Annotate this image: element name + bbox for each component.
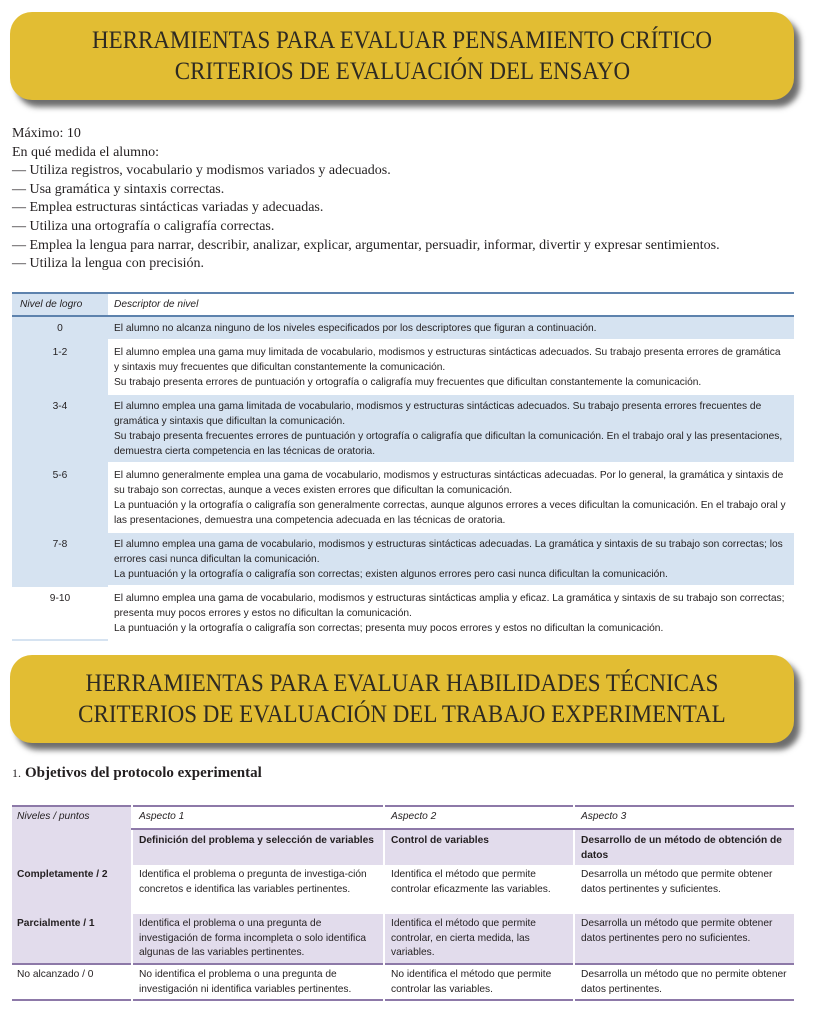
aspect-name-1: Definición del problema y selección de variables <box>132 829 384 865</box>
table-header-row <box>12 293 794 316</box>
header-levels-points: Niveles / puntos <box>12 806 132 829</box>
aspect-name-3: Desarrollo de un método de obtención de datos <box>574 829 794 865</box>
descriptor-line: La puntuación y la ortografía o caligrafía son correctas; presenta muy pocos errores y estos no dificultan la comunicación. <box>114 623 664 634</box>
header-aspect-3: Aspecto 3 <box>574 806 794 829</box>
descriptor-cell <box>108 532 794 586</box>
table-row <box>12 394 794 463</box>
max-score: Máximo: 10 <box>12 126 81 141</box>
essay-criteria-intro <box>12 125 720 274</box>
section-number: 1. <box>12 766 21 780</box>
table-row <box>12 964 794 1000</box>
criteria-item: — Usa gramática y sintaxis correctas. <box>12 181 225 197</box>
table-row <box>12 463 794 532</box>
aspect-header-row <box>12 806 794 829</box>
table-row <box>12 865 794 914</box>
section-heading <box>12 765 262 782</box>
section-banner-critical-thinking <box>10 12 794 100</box>
level-cell: 3-4 <box>12 394 108 463</box>
banner-subtitle: CRITERIOS DE EVALUACIÓN DEL ENSAYO <box>174 58 630 85</box>
banner-subtitle: CRITERIOS DE EVALUACIÓN DEL TRABAJO EXPERIMENTAL <box>78 701 726 728</box>
descriptor-cell <box>108 394 794 463</box>
header-level: Nivel de logro <box>12 293 108 316</box>
descriptor-cell <box>108 586 794 640</box>
criteria-item: — Utiliza la lengua con precisión. <box>12 256 205 272</box>
header-descriptor: Descriptor de nivel <box>114 299 199 310</box>
descriptor-line: El alumno emplea una gama limitada de vocabulario, modismos y estructuras sintácticas adecuados. Su trabajo presenta errores frecuentes de gramática y sintaxis que dificultan la comunicación. <box>114 401 762 427</box>
descriptor-line: El alumno generalmente emplea una gama de vocabulario, modismos y estructuras sintácticas adecuadas. Por lo general, la gramática y sintaxis de su trabajo son correctas, aunque a veces existen errores que dificultan la comunicación. <box>114 470 784 496</box>
criterion-cell: Desarrolla un método que no permite obtener datos pertinentes. <box>574 964 794 1000</box>
descriptor-cell <box>108 340 794 394</box>
intro-lead: En qué medida el alumno: <box>12 144 159 160</box>
descriptor-line: El alumno emplea una gama de vocabulario, modismos y estructuras sintácticas amplia y eficaz. La gramática y sintaxis de su trabajo son correctas; presenta muy pocos errores y estos no dificultan la comunicación. <box>114 593 785 619</box>
descriptor-line: La puntuación y la ortografía o caligrafía son generalmente correctas, aunque algunos errores a veces dificultan la comunicación. En el trabajo oral y las presentaciones, demuestra una competencia adecuada en las técnicas de oratoria. <box>114 500 786 526</box>
section-banner-technical-skills <box>10 655 794 743</box>
criteria-item: — Emplea estructuras sintácticas variadas y adecuadas. <box>12 200 324 216</box>
criterion-cell: Identifica el método que permite controlar eficazmente las variables. <box>384 865 574 914</box>
level-cell: No alcanzado / 0 <box>12 964 132 1000</box>
header-aspect-2: Aspecto 2 <box>384 806 574 829</box>
table-row <box>12 340 794 394</box>
table-row <box>12 586 794 640</box>
banner-title: HERRAMIENTAS PARA EVALUAR PENSAMIENTO CRÍTICO <box>91 27 713 54</box>
aspect-name-row <box>12 829 794 865</box>
descriptor-line: El alumno no alcanza ninguno de los niveles especificados por los descriptores que figuran a continuación. <box>114 323 597 334</box>
criterion-cell: Identifica el método que permite controlar, en cierta medida, las variables. <box>384 914 574 964</box>
criteria-item: — Utiliza una ortografía o caligrafía correctas. <box>12 218 275 234</box>
level-cell: 0 <box>12 316 108 340</box>
essay-rubric-table <box>12 292 794 641</box>
header-aspect-1: Aspecto 1 <box>132 806 384 829</box>
level-cell: 7-8 <box>12 532 108 586</box>
table-row <box>12 914 794 964</box>
table-row <box>12 316 794 340</box>
aspect-name-2: Control de variables <box>384 829 574 865</box>
descriptor-line: El alumno emplea una gama de vocabulario, modismos y estructuras sintácticas adecuadas. La gramática y sintaxis de su trabajo son correctas; los errores casi nunca dificultan la comunicación. <box>114 539 783 565</box>
criterion-cell: No identifica el problema o una pregunta de investigación ni identifica variables pertinentes. <box>132 964 384 1000</box>
criteria-item: — Emplea la lengua para narrar, describir, analizar, explicar, argumentar, persuadir, informar, divertir y expresar sentimientos. <box>12 237 720 253</box>
descriptor-line: La puntuación y la ortografía o caligrafía son correctas; existen algunos errores pero casi nunca dificultan la comunicación. <box>114 569 668 580</box>
level-cell: 1-2 <box>12 340 108 394</box>
descriptor-line: Su trabajo presenta frecuentes errores de puntuación y ortografía o caligrafía que dificultan la comunicación. En el trabajo oral y las presentaciones, demuestra cierta competencia en las técnicas de oratoria. <box>114 431 783 457</box>
level-cell: Parcialmente / 1 <box>12 914 132 964</box>
criterion-cell: Identifica el problema o una pregunta de investigación de forma incompleta o solo identifica algunas de las variables pertinentes. <box>132 914 384 964</box>
descriptor-cell <box>108 463 794 532</box>
level-cell: Completamente / 2 <box>12 865 132 914</box>
level-cell: 9-10 <box>12 586 108 640</box>
table-row <box>12 532 794 586</box>
descriptor-line: Su trabajo presenta errores de puntuación y ortografía o caligrafía muy frecuentes que dificultan constantemente la comunicación. <box>114 377 702 388</box>
experimental-rubric-table <box>12 805 794 1001</box>
criterion-cell: No identifica el método que permite controlar las variables. <box>384 964 574 1000</box>
criterion-cell: Identifica el problema o pregunta de investiga-ción concretos e identifica las variables pertinentes. <box>132 865 384 914</box>
criterion-cell: Desarrolla un método que permite obtener datos pertinentes y suficientes. <box>574 865 794 914</box>
section-title-text: Objetivos del protocolo experimental <box>25 765 262 781</box>
criterion-cell: Desarrolla un método que permite obtener datos pertinentes pero no suficientes. <box>574 914 794 964</box>
descriptor-cell <box>108 316 794 340</box>
criteria-item: — Utiliza registros, vocabulario y modismos variados y adecuados. <box>12 163 391 179</box>
descriptor-line: El alumno emplea una gama muy limitada de vocabulario, modismos y estructuras sintácticas adecuados. Su trabajo presenta errores de gramática y sintaxis muy frecuentes que dificultan constantemente la comunicación. <box>114 347 781 373</box>
empty-cell <box>12 829 132 865</box>
level-cell: 5-6 <box>12 463 108 532</box>
banner-title: HERRAMIENTAS PARA EVALUAR HABILIDADES TÉCNICAS <box>85 670 719 697</box>
